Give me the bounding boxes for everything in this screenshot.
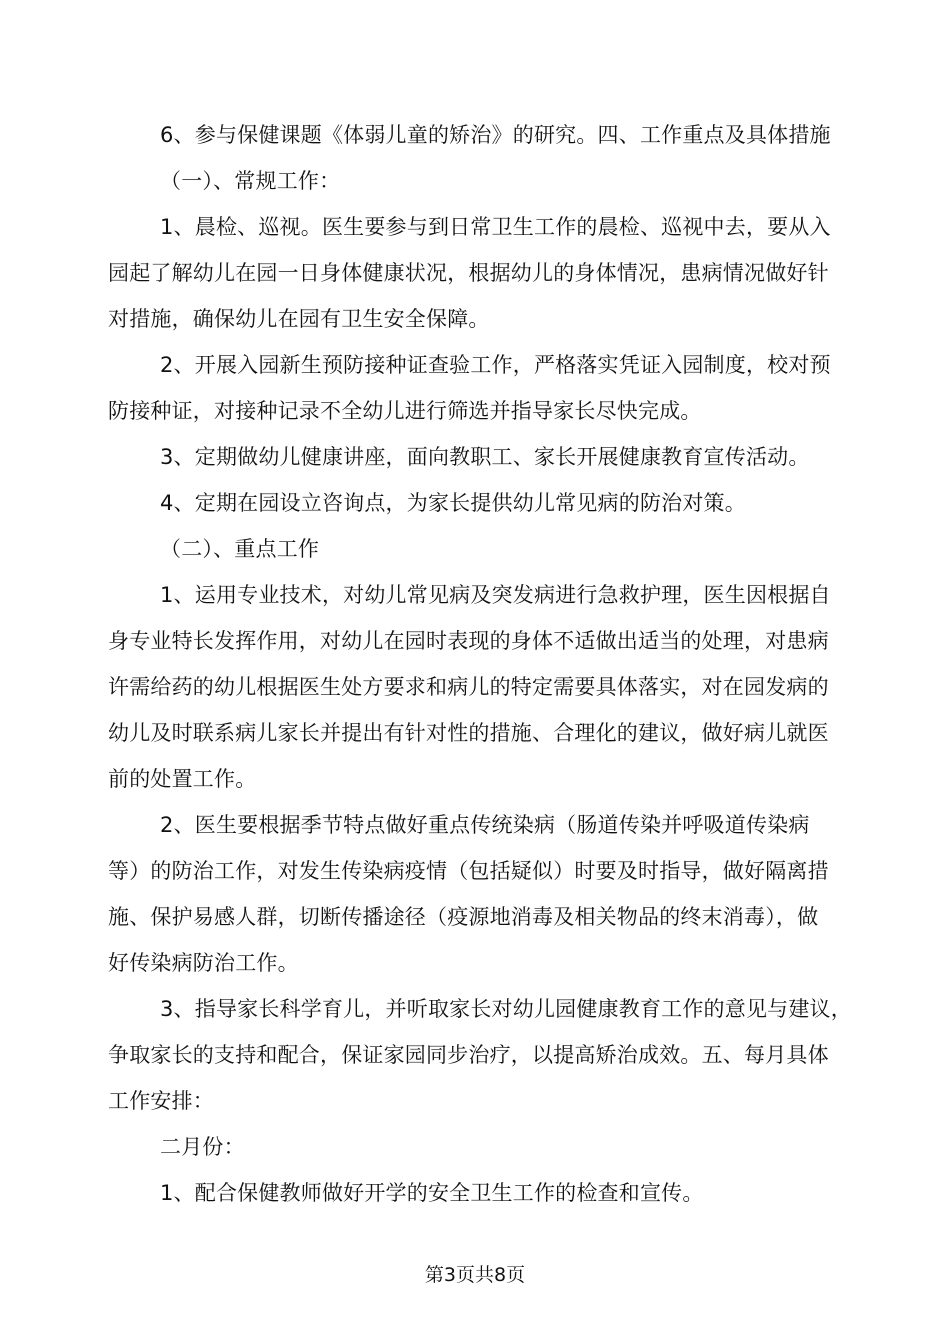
text-line: 许需给药的幼儿根据医生处方要求和病儿的特定需要具体落实，对在园发病的: [108, 675, 829, 699]
text-line: 工作安排：: [108, 1089, 214, 1113]
text-line: 1、运用专业技术，对幼儿常见病及突发病进行急救护理，医生因根据自: [160, 583, 831, 607]
text-line: 争取家长的支持和配合，保证家园同步治疗，以提高矫治成效。五、每月具体: [108, 1043, 829, 1067]
text-line: 防接种证，对接种记录不全幼儿进行筛选并指导家长尽快完成。: [108, 399, 702, 423]
text-line: 对措施，确保幼儿在园有卫生安全保障。: [108, 307, 490, 331]
text-line: 前的处置工作。: [108, 767, 257, 791]
text-line: 1、晨检、巡视。医生要参与到日常卫生工作的晨检、巡视中去，要从入: [160, 215, 831, 239]
page-number: 第3页共8页: [424, 1264, 526, 1286]
text-line: 幼儿及时联系病儿家长并提出有针对性的措施、合理化的建议，做好病儿就医: [108, 721, 829, 745]
section-heading: 二月份：: [160, 1135, 245, 1159]
text-line: 2、医生要根据季节特点做好重点传统染病（肠道传染并呼吸道传染病: [160, 813, 810, 837]
section-heading: （一）、常规工作：: [160, 169, 341, 193]
text-line: 2、开展入园新生预防接种证查验工作，严格落实凭证入园制度，校对预: [160, 353, 831, 377]
text-line: 等）的防治工作，对发生传染病疫情（包括疑似）时要及时指导，做好隔离措: [108, 859, 829, 883]
text-line: 3、指导家长科学育儿，并听取家长对幼儿园健康教育工作的意见与建议，: [160, 997, 852, 1021]
section-heading: （二）、重点工作: [160, 537, 320, 561]
text-line: 4、定期在园设立咨询点，为家长提供幼儿常见病的防治对策。: [160, 491, 746, 515]
text-line: 园起了解幼儿在园一日身体健康状况，根据幼儿的身体情况，患病情况做好针: [108, 261, 829, 285]
text-line: 3、定期做幼儿健康讲座，面向教职工、家长开展健康教育宣传活动。: [160, 445, 810, 469]
text-line: 6、参与保健课题《体弱儿童的矫治》的研究。四、工作重点及具体措施: [160, 123, 831, 147]
text-line: 1、配合保健教师做好开学的安全卫生工作的检查和宣传。: [160, 1181, 704, 1205]
text-line: 好传染病防治工作。: [108, 951, 299, 975]
text-line: 身专业特长发挥作用，对幼儿在园时表现的身体不适做出适当的处理，对患病: [108, 629, 829, 653]
text-line: 施、保护易感人群，切断传播途径（疫源地消毒及相关物品的终末消毒），做: [108, 905, 819, 929]
